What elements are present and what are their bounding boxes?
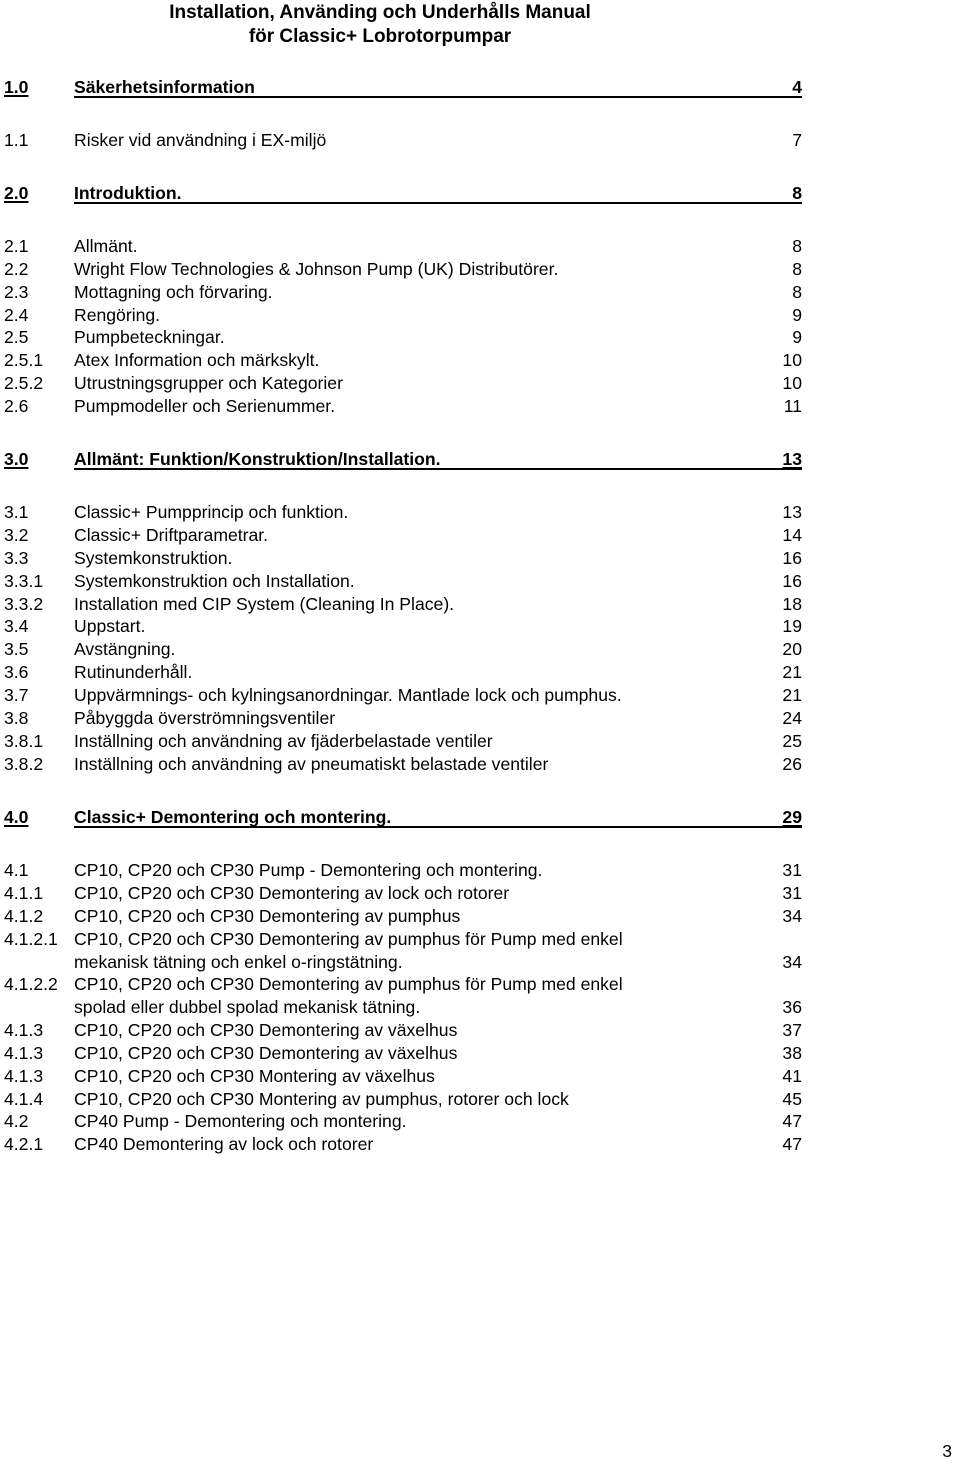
toc-page-number: 31 <box>782 860 802 880</box>
toc-section-title: CP10, CP20 och CP30 Demontering av lock och rotorer <box>74 883 510 903</box>
toc-entry-major[interactable] <box>0 182 810 205</box>
toc-entry[interactable] <box>0 905 810 928</box>
toc-underline <box>74 826 802 828</box>
toc-section-number: 3.8 <box>4 708 29 728</box>
toc-entry[interactable] <box>0 882 810 905</box>
toc-section-number: 2.4 <box>4 305 29 325</box>
toc-section-title: Atex Information och märkskylt. <box>74 350 320 370</box>
toc-section-title: CP40 Pump - Demontering och montering. <box>74 1111 407 1131</box>
toc-entry[interactable] <box>0 1019 810 1042</box>
toc-entry[interactable] <box>0 1042 810 1065</box>
toc-entry[interactable] <box>0 928 810 951</box>
toc-section-number: 2.1 <box>4 236 29 256</box>
toc-entry[interactable] <box>0 593 810 616</box>
toc-section-title: Säkerhetsinformation <box>74 77 255 97</box>
toc-entry[interactable] <box>0 973 810 996</box>
toc-page-number: 8 <box>792 259 802 279</box>
toc-page-number: 25 <box>782 731 802 751</box>
toc-section-title: CP10, CP20 och CP30 Demontering av pumphus <box>74 906 461 926</box>
toc-section-number: 2.2 <box>4 259 29 279</box>
toc-section-number: 3.3 <box>4 548 29 568</box>
toc-section-number: 3.1 <box>4 502 29 522</box>
toc-section-title: CP10, CP20 och CP30 Demontering av pumphus för Pump med enkel <box>74 929 623 949</box>
toc-section-number: 3.5 <box>4 639 29 659</box>
toc-page-number: 10 <box>782 350 802 370</box>
toc-section-title: Installation med CIP System (Cleaning In Place). <box>74 594 455 614</box>
toc-entry[interactable] <box>0 1110 810 1133</box>
toc-page-number: 21 <box>782 685 802 705</box>
toc-section-title: Introduktion. <box>74 183 182 203</box>
toc-page-number: 26 <box>782 754 802 774</box>
toc-section-title: Inställning och användning av fjäderbelastade ventiler <box>74 731 493 751</box>
toc-page-number: 8 <box>792 282 802 302</box>
toc-page-number: 47 <box>782 1134 802 1154</box>
toc-section-number: 2.3 <box>4 282 29 302</box>
toc-page-number: 24 <box>782 708 802 728</box>
toc-entry[interactable] <box>0 570 810 593</box>
toc-underline <box>74 96 802 98</box>
toc-entry[interactable] <box>0 730 810 753</box>
toc-page-number: 34 <box>782 952 802 972</box>
toc-section-title: CP10, CP20 och CP30 Demontering av växelhus <box>74 1020 458 1040</box>
toc-entry[interactable] <box>0 395 810 418</box>
toc-entry[interactable] <box>0 326 810 349</box>
toc-section-title: Avstängning. <box>74 639 176 659</box>
toc-underline <box>74 468 802 470</box>
toc-section-number: 3.4 <box>4 616 29 636</box>
toc-page-number: 8 <box>792 183 802 203</box>
toc-section-number: 4.1.4 <box>4 1089 44 1109</box>
toc-section-number: 4.2.1 <box>4 1134 44 1154</box>
toc-section-title: Systemkonstruktion. <box>74 548 233 568</box>
toc-page-number: 38 <box>782 1043 802 1063</box>
toc-section-title: CP10, CP20 och CP30 Montering av växelhus <box>74 1066 435 1086</box>
toc-page-number: 29 <box>782 807 802 827</box>
toc-entry[interactable] <box>0 661 810 684</box>
toc-underline <box>74 202 802 204</box>
toc-entry[interactable] <box>0 501 810 524</box>
toc-page-number: 36 <box>782 997 802 1017</box>
toc-entry[interactable] <box>0 753 810 776</box>
toc-section-number: 3.8.2 <box>4 754 44 774</box>
toc-section-number: 4.1 <box>4 860 29 880</box>
header-title-line-2: för Classic+ Lobrotorpumpar <box>248 26 512 47</box>
toc-entry[interactable] <box>0 372 810 395</box>
toc-entry-continuation[interactable] <box>0 996 810 1019</box>
toc-entry[interactable] <box>0 859 810 882</box>
toc-section-title: Pumpbeteckningar. <box>74 327 225 347</box>
toc-page-number: 19 <box>782 616 802 636</box>
toc-section-title: Classic+ Pumpprincip och funktion. <box>74 502 349 522</box>
toc-section-number: 2.5.1 <box>4 350 44 370</box>
toc-section-number: 4.1.3 <box>4 1020 44 1040</box>
toc-page-number: 9 <box>792 327 802 347</box>
toc-section-title-continuation: mekanisk tätning och enkel o-ringstätning. <box>74 952 403 972</box>
toc-entry[interactable] <box>0 281 810 304</box>
toc-page-number: 14 <box>782 525 802 545</box>
toc-section-title: Uppvärmnings- och kylningsanordningar. Mantlade lock och pumphus. <box>74 685 622 705</box>
toc-section-title: Rutinunderhåll. <box>74 662 193 682</box>
toc-section-number: 3.2 <box>4 525 29 545</box>
toc-entry[interactable] <box>0 258 810 281</box>
toc-page-number: 31 <box>782 883 802 903</box>
toc-section-title: Pumpmodeller och Serienummer. <box>74 396 336 416</box>
toc-section-title: CP10, CP20 och CP30 Montering av pumphus, rotorer och lock <box>74 1089 569 1109</box>
toc-page-number: 37 <box>782 1020 802 1040</box>
toc-section-number: 3.8.1 <box>4 731 44 751</box>
toc-section-title: Rengöring. <box>74 305 161 325</box>
toc-page-number: 9 <box>792 305 802 325</box>
toc-section-number: 3.3.1 <box>4 571 44 591</box>
toc-page-number: 20 <box>782 639 802 659</box>
toc-entry-major[interactable] <box>0 76 810 99</box>
toc-section-title-continuation: spolad eller dubbel spolad mekanisk tätning. <box>74 997 421 1017</box>
page-number: 3 <box>942 1441 952 1461</box>
toc-section-number: 3.3.2 <box>4 594 44 614</box>
toc-section-title: CP40 Demontering av lock och rotorer <box>74 1134 374 1154</box>
toc-entry[interactable] <box>0 304 810 327</box>
toc-section-number: 4.1.2.2 <box>4 974 58 994</box>
toc-page-number: 4 <box>792 77 802 97</box>
toc-section-number: 2.0 <box>4 183 29 203</box>
toc-entry[interactable] <box>0 638 810 661</box>
toc-section-number: 1.0 <box>4 77 29 97</box>
toc-section-title: Classic+ Driftparametrar. <box>74 525 269 545</box>
toc-section-number: 4.1.3 <box>4 1043 44 1063</box>
toc-section-title: CP10, CP20 och CP30 Demontering av pumphus för Pump med enkel <box>74 974 623 994</box>
toc-page-number: 41 <box>782 1066 802 1086</box>
toc-page-number: 11 <box>783 396 802 416</box>
toc-page-number: 16 <box>782 571 802 591</box>
toc-section-title: Systemkonstruktion och Installation. <box>74 571 355 591</box>
toc-section-number: 3.7 <box>4 685 29 705</box>
header-title-line-1: Installation, Använding och Underhålls Manual <box>169 2 591 23</box>
toc-section-number: 4.0 <box>4 807 29 827</box>
toc-page-number: 16 <box>782 548 802 568</box>
toc-page-number: 8 <box>792 236 802 256</box>
toc-page-number: 21 <box>782 662 802 682</box>
toc-entry[interactable] <box>0 707 810 730</box>
toc-entry[interactable] <box>0 615 810 638</box>
toc-entry[interactable] <box>0 1088 810 1111</box>
toc-section-title: CP10, CP20 och CP30 Pump - Demontering och montering. <box>74 860 543 880</box>
toc-page-number: 13 <box>782 502 802 522</box>
toc-section-number: 4.2 <box>4 1111 29 1131</box>
toc-section-title: Påbyggda överströmningsventiler <box>74 708 336 728</box>
toc-entry[interactable] <box>0 1133 810 1156</box>
toc-page-number: 13 <box>782 449 802 469</box>
toc-entry[interactable] <box>0 547 810 570</box>
toc-entry-continuation[interactable] <box>0 951 810 974</box>
toc-section-number: 2.6 <box>4 396 29 416</box>
toc-entry[interactable] <box>0 129 810 152</box>
toc-section-title: Uppstart. <box>74 616 146 636</box>
toc-section-title: Utrustningsgrupper och Kategorier <box>74 373 343 393</box>
toc-section-number: 2.5 <box>4 327 29 347</box>
toc-section-title: Mottagning och förvaring. <box>74 282 273 302</box>
toc-section-title: Allmänt: Funktion/Konstruktion/Installation. <box>74 449 441 469</box>
toc-page-number: 10 <box>782 373 802 393</box>
toc-page-number: 7 <box>792 130 802 150</box>
toc-section-title: Risker vid användning i EX-miljö <box>74 130 327 150</box>
toc-entry[interactable] <box>0 524 810 547</box>
toc-entry-major[interactable] <box>0 448 810 471</box>
toc-entry[interactable] <box>0 1065 810 1088</box>
toc-entry[interactable] <box>0 235 810 258</box>
toc-section-number: 2.5.2 <box>4 373 44 393</box>
toc-section-title: Inställning och användning av pneumatiskt belastade ventiler <box>74 754 549 774</box>
toc-section-number: 4.1.2.1 <box>4 929 58 949</box>
toc-section-title: Classic+ Demontering och montering. <box>74 807 392 827</box>
toc-entry-major[interactable] <box>0 806 810 829</box>
toc-section-number: 4.1.2 <box>4 906 44 926</box>
toc-section-title: Allmänt. <box>74 236 138 256</box>
toc-section-number: 3.6 <box>4 662 29 682</box>
toc-section-title: Wright Flow Technologies & Johnson Pump (UK) Distributörer. <box>74 259 559 279</box>
toc-section-number: 4.1.1 <box>4 883 44 903</box>
toc-section-number: 4.1.3 <box>4 1066 44 1086</box>
toc-page-number: 18 <box>782 594 802 614</box>
toc-page-number: 47 <box>782 1111 802 1131</box>
toc-section-number: 3.0 <box>4 449 29 469</box>
toc-entry[interactable] <box>0 349 810 372</box>
toc-section-title: CP10, CP20 och CP30 Demontering av växelhus <box>74 1043 458 1063</box>
toc-section-number: 1.1 <box>4 130 29 150</box>
toc-entry[interactable] <box>0 684 810 707</box>
toc-page-number: 45 <box>782 1089 802 1109</box>
toc-page-number: 34 <box>782 906 802 926</box>
